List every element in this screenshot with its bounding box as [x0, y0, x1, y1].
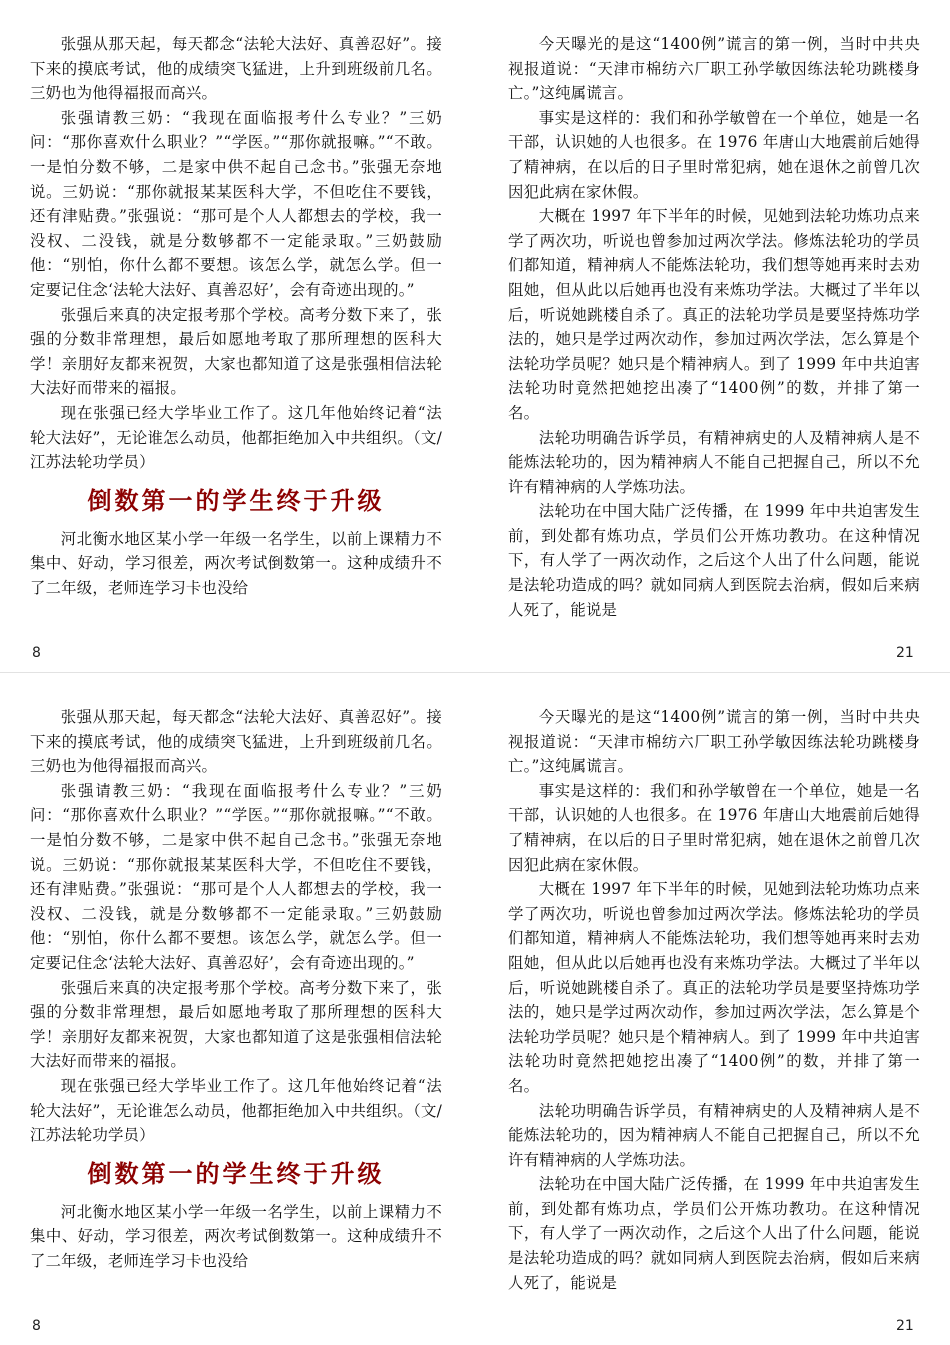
paragraph: 今天曝光的是这“1400例”谎言的第一例，当时中共央视报道说：“天津市棉纺六厂职工孙学敏因练法轮功跳楼身亡。”这纯属谎言。: [508, 35, 920, 103]
paragraph: 法轮功在中国大陆广泛传播，在 1999 年中共迫害发生前，到处都有炼功点，学员们公开炼功教功。在这种情况下，有人学了一两次动作，之后这个人出了什么问题，能说是法轮功造成的吗？就如同病人到医院去治病，假如后来病人死了，能说是: [508, 1175, 920, 1292]
page-number-left: 8: [32, 645, 41, 661]
section-heading: 倒数第一的学生终于升级: [87, 486, 385, 515]
left-page-column: [30, 705, 442, 1273]
paragraph: 河北衡水地区某小学一年级一名学生，以前上课精力不集中、好动，学习很差，两次考试倒数第一。这种成绩升不了二年级，老师连学习卡也没给: [30, 529, 442, 597]
spread-bottom: [0, 673, 950, 1345]
paragraph: 今天曝光的是这“1400例”谎言的第一例，当时中共央视报道说：“天津市棉纺六厂职工孙学敏因练法轮功跳楼身亡。”这纯属谎言。: [508, 708, 920, 776]
paragraph: 河北衡水地区某小学一年级一名学生，以前上课精力不集中、好动，学习很差，两次考试倒数第一。这种成绩升不了二年级，老师连学习卡也没给: [30, 1202, 442, 1270]
page-number-left: 8: [32, 1318, 41, 1334]
paragraph: 现在张强已经大学毕业工作了。这几年他始终记着“法轮大法好”，无论谁怎么动员，他都拒绝加入中共组织。（文/江苏法轮功学员）: [30, 403, 442, 472]
paragraph: 大概在 1997 年下半年的时候，见她到法轮功炼功点来学了两次功，听说也曾参加过两次学法。修炼法轮功的学员们都知道，精神病人不能炼法轮功，我们想等她再来时去劝阻她，但从此以后她再也没有来炼功学法。大概过了半年以后，听说她跳楼自杀了。真正的法轮功学员是要坚持炼功学法的，她只是学过两次动作，参加过两次学法，怎么算是个法轮功学员呢？她只是个精神病人。到了 1999 年中共迫害法轮功时竟然把她挖出凑了“1400例”的数，并排了第一名。: [508, 880, 920, 1095]
left-page-column: [30, 32, 442, 600]
paragraph: 事实是这样的：我们和孙学敏曾在一个单位，她是一名干部，认识她的人也很多。在 1976 年唐山大地震前后她得了精神病，在以后的日子里时常犯病，她在退休之前曾几次因犯此病在家休假。: [508, 781, 920, 874]
paragraph: 张强从那天起，每天都念“法轮大法好、真善忍好”。接下来的摸底考试，他的成绩突飞猛进，上升到班级前几名。三奶也为他得福报而高兴。: [30, 35, 442, 103]
paragraph: 张强请教三奶：“我现在面临报考什么专业？”三奶问：“那你喜欢什么职业？”“学医。”“那你就报嘛。”“不敢。一是怕分数不够，二是家中供不起自己念书。”张强无奈地说。三奶说：“那你就报某某医科大学，不但吃住不要钱，还有津贴费。”张强说：“那可是个人人都想去的学校，我一没权、二没钱，就是分数够都不一定能录取。”三奶鼓励他：“别怕，你什么都不要想。该怎么学，就怎么学。但一定要记住念‘法轮大法好、真善忍好’，会有奇迹出现的。”: [30, 108, 442, 299]
paragraph: 张强从那天起，每天都念“法轮大法好、真善忍好”。接下来的摸底考试，他的成绩突飞猛进，上升到班级前几名。三奶也为他得福报而高兴。: [30, 708, 442, 776]
paragraph: 大概在 1997 年下半年的时候，见她到法轮功炼功点来学了两次功，听说也曾参加过两次学法。修炼法轮功的学员们都知道，精神病人不能炼法轮功，我们想等她再来时去劝阻她，但从此以后她再也没有来炼功学法。大概过了半年以后，听说她跳楼自杀了。真正的法轮功学员是要坚持炼功学法的，她只是学过两次动作，参加过两次学法，怎么算是个法轮功学员呢？她只是个精神病人。到了 1999 年中共迫害法轮功时竟然把她挖出凑了“1400例”的数，并排了第一名。: [508, 207, 920, 422]
paragraph: 张强后来真的决定报考那个学校。高考分数下来了，张强的分数非常理想，最后如愿地考取了那所理想的医科大学！亲朋好友都来祝贺，大家也都知道了这是张强相信法轮大法好而带来的福报。: [30, 305, 442, 398]
paragraph: 张强后来真的决定报考那个学校。高考分数下来了，张强的分数非常理想，最后如愿地考取了那所理想的医科大学！亲朋好友都来祝贺，大家也都知道了这是张强相信法轮大法好而带来的福报。: [30, 978, 442, 1071]
right-page-column: [508, 705, 920, 1295]
paragraph: 张强请教三奶：“我现在面临报考什么专业？”三奶问：“那你喜欢什么职业？”“学医。”“那你就报嘛。”“不敢。一是怕分数不够，二是家中供不起自己念书。”张强无奈地说。三奶说：“那你就报某某医科大学，不但吃住不要钱，还有津贴费。”张强说：“那可是个人人都想去的学校，我一没权、二没钱，就是分数够都不一定能录取。”三奶鼓励他：“别怕，你什么都不要想。该怎么学，就怎么学。但一定要记住念‘法轮大法好、真善忍好’，会有奇迹出现的。”: [30, 781, 442, 972]
paragraph: 事实是这样的：我们和孙学敏曾在一个单位，她是一名干部，认识她的人也很多。在 1976 年唐山大地震前后她得了精神病，在以后的日子里时常犯病，她在退休之前曾几次因犯此病在家休假。: [508, 108, 920, 201]
page-number-right: 21: [896, 1318, 914, 1334]
paragraph: 现在张强已经大学毕业工作了。这几年他始终记着“法轮大法好”，无论谁怎么动员，他都拒绝加入中共组织。（文/江苏法轮功学员）: [30, 1076, 442, 1145]
paragraph: 法轮功明确告诉学员，有精神病史的人及精神病人是不能炼法轮功的，因为精神病人不能自己把握自己，所以不允许有精神病的人学炼功法。: [508, 428, 920, 496]
right-page-column: [508, 32, 920, 622]
section-heading: 倒数第一的学生终于升级: [87, 1159, 385, 1188]
spread-top: [0, 0, 950, 672]
paragraph: 法轮功在中国大陆广泛传播，在 1999 年中共迫害发生前，到处都有炼功点，学员们公开炼功教功。在这种情况下，有人学了一两次动作，之后这个人出了什么问题，能说是法轮功造成的吗？就如同病人到医院去治病，假如后来病人死了，能说是: [508, 502, 920, 619]
page-number-right: 21: [896, 645, 914, 661]
paragraph: 法轮功明确告诉学员，有精神病史的人及精神病人是不能炼法轮功的，因为精神病人不能自己把握自己，所以不允许有精神病的人学炼功法。: [508, 1101, 920, 1169]
